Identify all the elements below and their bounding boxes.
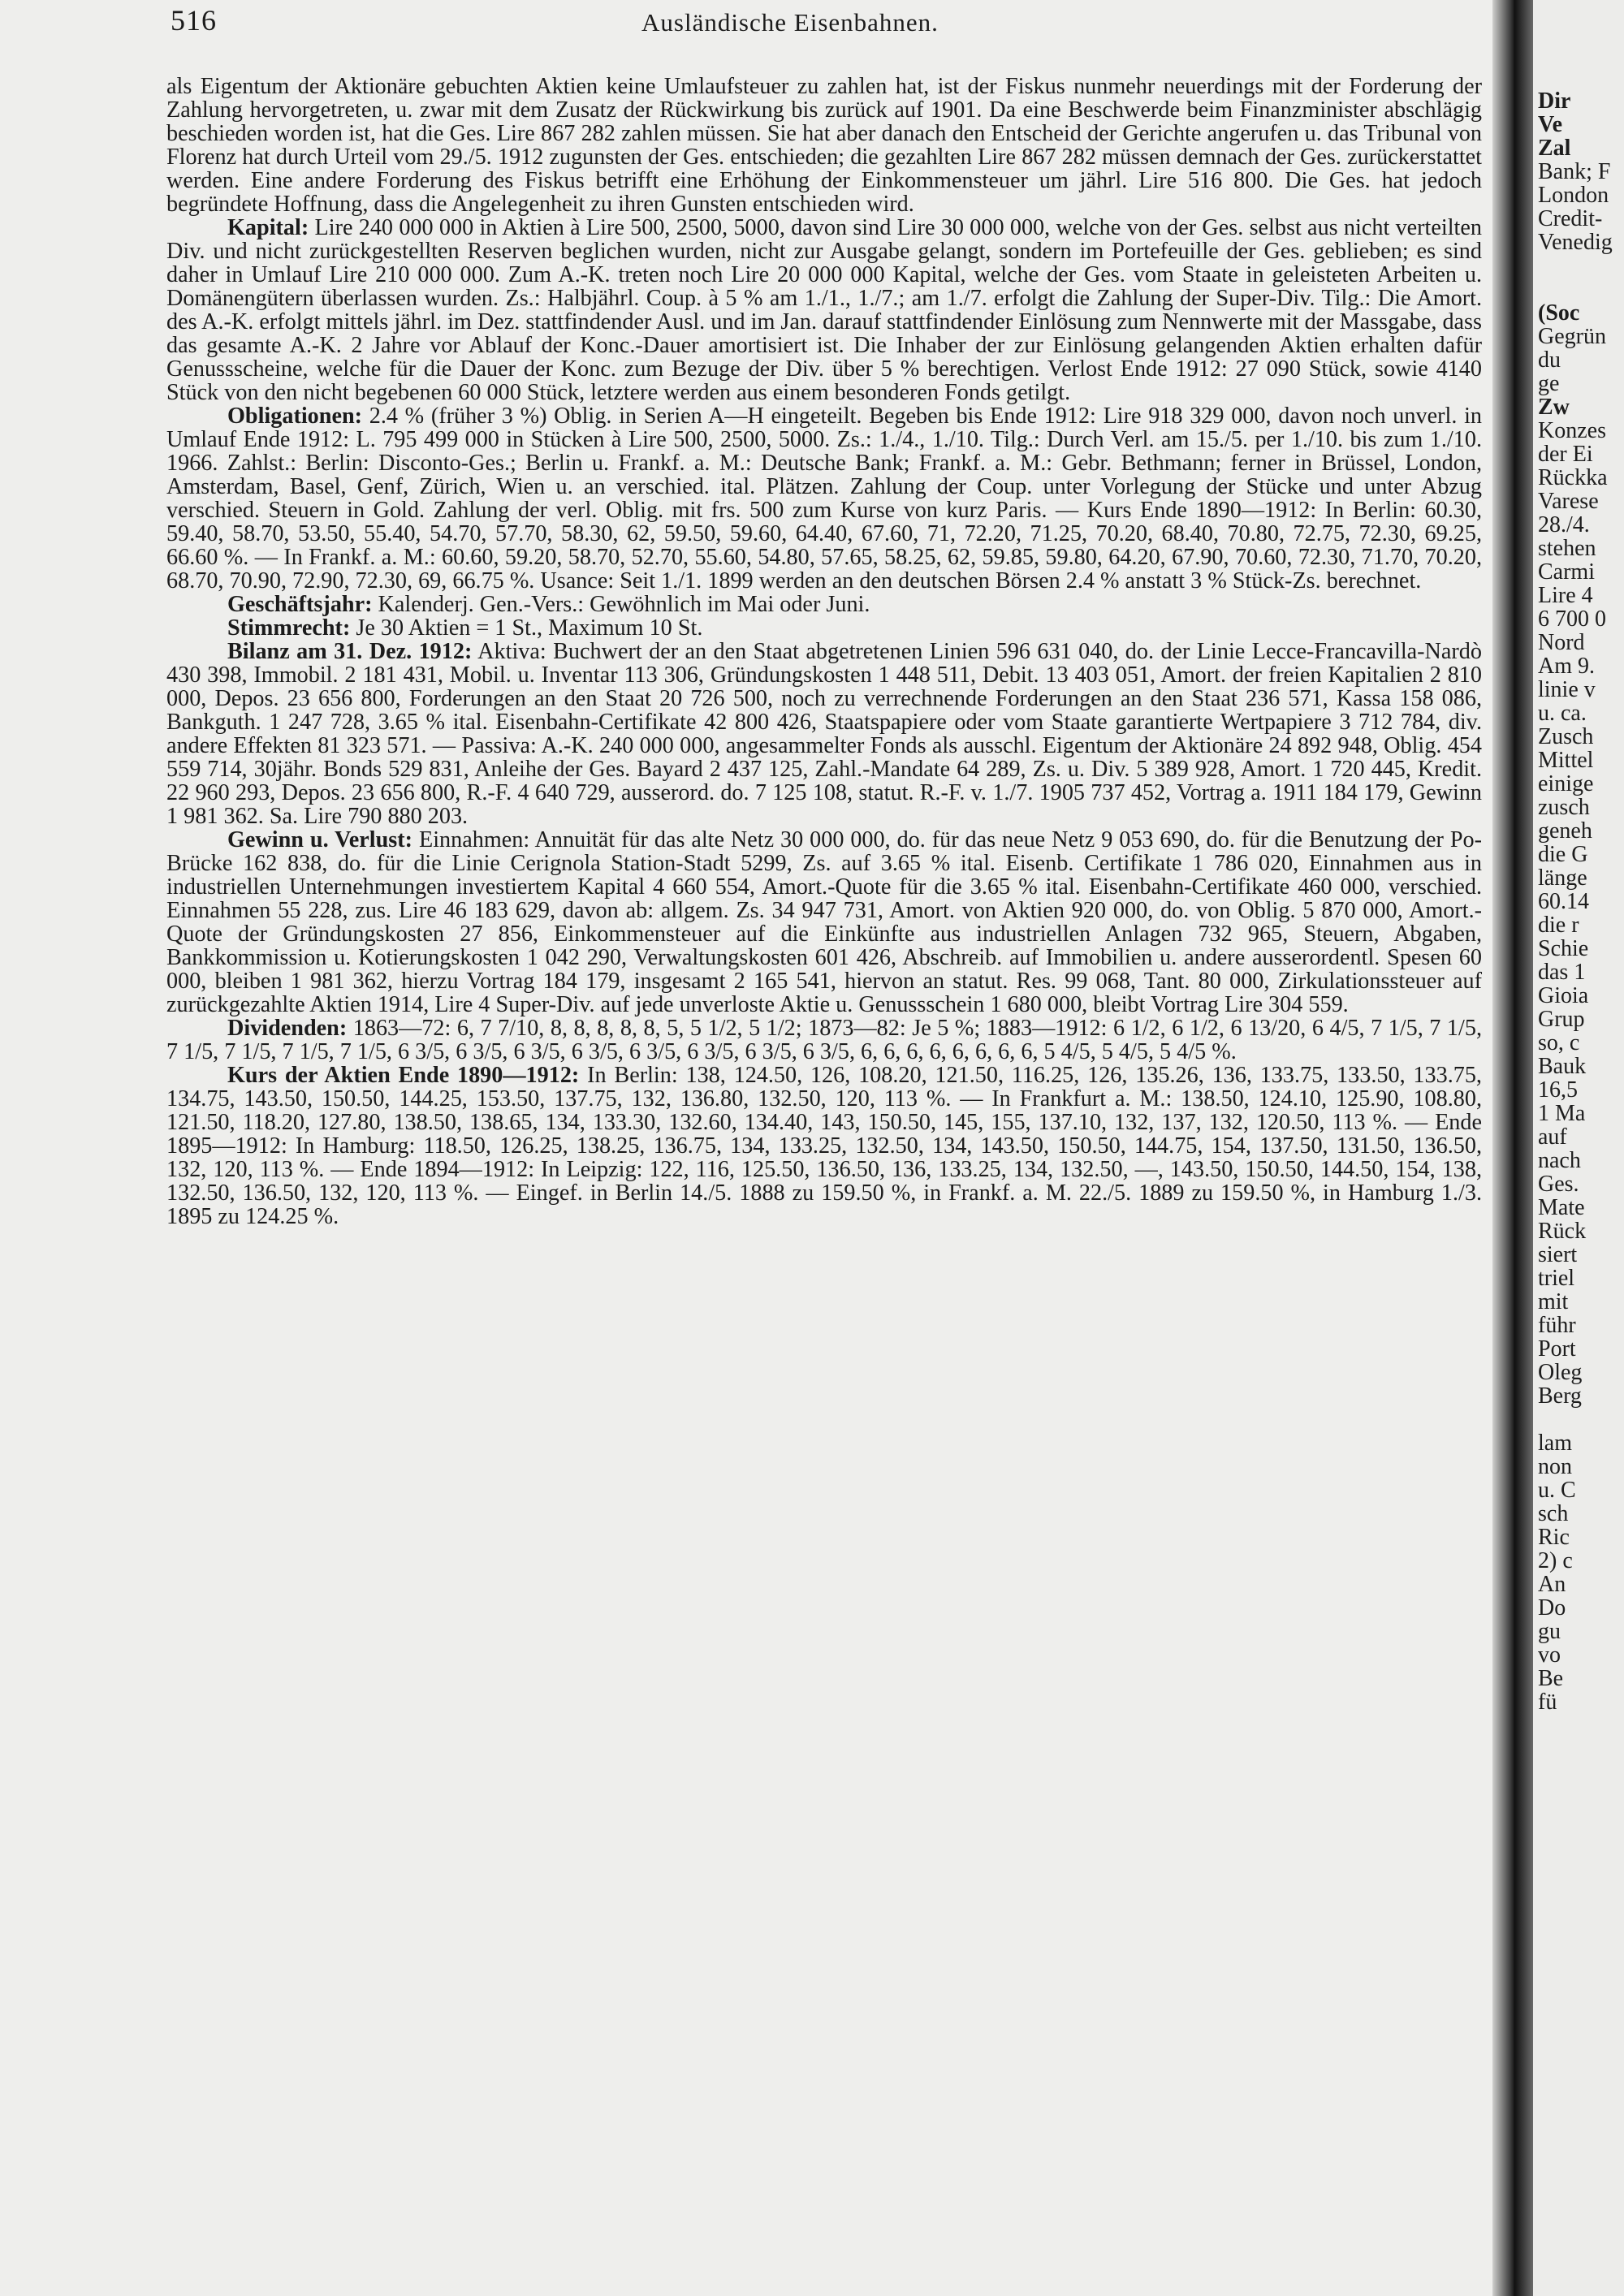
facing-page-line: auf: [1538, 1125, 1567, 1149]
facing-page-line: 6 700 0: [1538, 607, 1606, 631]
facing-page-line: Bank; F: [1538, 160, 1611, 183]
facing-page-line: Gioia: [1538, 984, 1589, 1008]
facing-page-line: [1538, 278, 1624, 301]
facing-page-line: länge: [1538, 866, 1587, 890]
facing-page-line: An: [1538, 1573, 1566, 1596]
paragraph-stimmrecht: [166, 616, 1482, 640]
facing-page-line: Mittel: [1538, 749, 1594, 772]
facing-page-line: Zusch: [1538, 725, 1594, 749]
facing-page-line: u. ca.: [1538, 701, 1587, 725]
section-heading: Obligationen:: [227, 404, 363, 429]
paragraph-text: Kalenderj. Gen.-Vers.: Gewöhnlich im Mai oder Juni.: [372, 592, 870, 617]
facing-page-line: du: [1538, 348, 1561, 372]
facing-page-line: Zal: [1538, 136, 1571, 160]
section-heading: Bilanz am 31. Dez. 1912:: [227, 639, 473, 664]
running-head: Ausländische Eisenbahnen.: [641, 8, 939, 37]
paragraph-intro: [166, 75, 1482, 216]
facing-page-line: triel: [1538, 1267, 1575, 1290]
section-heading: Dividenden:: [227, 1016, 348, 1041]
facing-page-line: Varese: [1538, 490, 1599, 513]
paragraph-text: Je 30 Aktien = 1 St., Maximum 10 St.: [350, 615, 703, 641]
facing-page-line: mit: [1538, 1290, 1569, 1314]
facing-page-line: geneh: [1538, 819, 1592, 843]
paragraph-gewinn-verlust: [166, 828, 1482, 1016]
facing-page-fragments: [1538, 89, 1624, 1714]
section-heading: Kapital:: [227, 215, 309, 240]
facing-page-line: so, c: [1538, 1031, 1580, 1055]
facing-page-line: Port: [1538, 1337, 1576, 1361]
facing-page-line: [1538, 1408, 1624, 1431]
facing-page-line: Venedig: [1538, 231, 1613, 254]
paragraph-text: In Berlin: 138, 124.50, 126, 108.20, 121.50, 116.25, 126, 135.26, 136, 133.75, 133.50, 133.75, 134.75, 143.50, 150.50, 144.25, 153.50, 137.75, 132, 136.80, 132.50, 120, 113 %. — In Frankfurt a. M.: 138.50, 124.10, 125.90, 108.80, 121.50, 118.20, 127.80, 138.50, 138.65, 134, 133.30, 132.60, 134.40, 143, 150.50, 145, 155, 137.10, 132, 137, 132, 120.50, 113 %. — Ende 1895—1912: In Hamburg: 118.50, 126.25, 138.25, 136.75, 134, 133.25, 132.50, 134, 143.50, 150.50, 144.75, 154, 137.50, 131.50, 136.50, 132, 120, 113 %. — Ende 1894—1912: In Leipzig: 122, 116, 125.50, 136.50, 136, 133.25, 134, 132.50, —, 143.50, 150.50, 144.50, 154, 138, 132.50, 136.50, 132, 120, 113 %. — Eingef. in Berlin 14./5. 1888 zu 159.50 %, in Frankf. a. M. 22./5. 1889 zu 159.50 %, in Hamburg 1./3. 1895 zu 124.25 %.: [166, 1063, 1482, 1229]
facing-page-line: Oleg: [1538, 1361, 1583, 1384]
facing-page-line: fü: [1538, 1690, 1557, 1714]
facing-page-line: 16,5: [1538, 1078, 1578, 1102]
facing-page-line: Carmi: [1538, 560, 1595, 584]
facing-page-line: Zw: [1538, 395, 1570, 419]
facing-page-line: vo: [1538, 1643, 1561, 1667]
facing-page-line: einige: [1538, 772, 1594, 796]
paragraph-text: 2.4 % (früher 3 %) Oblig. in Serien A—H eingeteilt. Begeben bis Ende 1912: Lire 918 329 000, davon noch unverl. in Umlauf Ende 1912: L. 795 499 000 in Stücken à Lire 500, 2500, 5000. Zs.: 1./4., 1./10. Tilg.: Durch Verl. am 15./5. per 1./10. bis zum 1./10. 1966. Zahlst.: Berlin: Disconto-Ges.; Berlin u. Frankf. a. M.: Deutsche Bank; Frankf. a. M.: Gebr. Bethmann; ferner in Brüssel, London, Amsterdam, Basel, Genf, Zürich, Wien u. an verschied. ital. Plätzen. Zahlung der Coup. unter Vorlegung der Stücke und unter Abzug verschied. Steuern in Gold. Zahlung der verl. Oblig. mit frs. 500 zum Kurse von kurz Paris. — Kurs Ende 1890—1912: In Berlin: 60.30, 59.40, 58.70, 53.50, 55.40, 54.70, 57.70, 58.30, 62, 59.50, 59.60, 64.40, 67.60, 71, 72.20, 71.25, 70.20, 68.40, 70.80, 72.75, 72.30, 69.25, 66.60 %. — In Frankf. a. M.: 60.60, 59.20, 58.70, 52.70, 55.60, 54.80, 57.65, 58.25, 62, 59.85, 59.80, 64.20, 67.90, 70.60, 72.30, 71.70, 70.20, 68.70, 70.90, 72.90, 72.30, 69, 66.75 %. Usance: Seit 1./1. 1899 werden an den deutschen Börsen 2.4 % anstatt 3 % Stück-Zs. berechnet.: [166, 404, 1482, 593]
paragraph-kapital: [166, 216, 1482, 404]
facing-page-line: linie v: [1538, 678, 1596, 701]
facing-page-line: Ric: [1538, 1526, 1570, 1549]
facing-page-line: gu: [1538, 1620, 1561, 1643]
facing-page-line: führ: [1538, 1314, 1576, 1337]
facing-page-line: siert: [1538, 1243, 1578, 1267]
facing-page-line: 60.14: [1538, 890, 1589, 913]
facing-page-line: non: [1538, 1455, 1572, 1478]
facing-page-line: nach: [1538, 1149, 1581, 1172]
paragraph-text: als Eigentum der Aktionäre gebuchten Aktien keine Umlaufsteuer zu zahlen hat, ist der Fiskus nunmehr neuerdings mit der Forderung der Zahlung hervorgetreten, u. zwar mit dem Zusatz der Rückwirkung bis zurück auf 1901. Da eine Beschwerde beim Finanzminister abschlägig beschieden worden ist, hat die Ges. Lire 867 282 zahlen müssen. Sie hat aber danach den Entscheid der Gerichte angerufen u. das Tribunal von Florenz hat durch Urteil vom 29./5. 1912 zugunsten der Ges. entschieden; die gezahlten Lire 867 282 müssen demnach der Ges. zurückerstattet werden. Eine andere Forderung des Fiskus betrifft eine Erhöhung der Einkommensteuer um jährl. Lire 516 800. Die Ges. hat jedoch begründete Hoffnung, dass die Angelegenheit zu ihren Gunsten entschieden wird.: [166, 74, 1482, 217]
facing-page-edge: [1533, 0, 1624, 2296]
body-text: [166, 75, 1482, 1228]
facing-page-line: u. C: [1538, 1478, 1576, 1502]
paragraph-text: Lire 240 000 000 in Aktien à Lire 500, 2500, 5000, davon sind Lire 30 000 000, welche von der Ges. selbst aus nicht verteilten Div. und nicht zurückgestellten Reserven beglichen wurden, nicht zur Ausgabe gelangt, sondern im Portefeuille der Ges. geblieben; es sind daher in Umlauf Lire 210 000 000. Zum A.-K. treten noch Lire 20 000 000 Kapital, welche der Ges. vom Staate in geleisteten Arbeiten u. Domänengütern überlassen wurden. Zs.: Halbjährl. Coup. à 5 % am 1./1., 1./7.; am 1./7. erfolgt die Zahlung der Super-Div. Tilg.: Die Amort. des A.-K. erfolgt mittels jährl. im Dez. stattfindender Ausl. und im Jan. darauf stattfindender Einlösung zum Nennwerte mit der Massgabe, dass das gesamte A.-K. 2 Jahre vor Ablauf der Konc.-Dauer amortisiert ist. Die Inhaber der zur Einlösung gelangenden Aktien erhalten dafür Genussscheine, welche für die Dauer der Konc. zum Bezuge der Div. über 5 % berechtigen. Verlost Ende 1912: 27 090 Stück, sowie 4140 Stück von den nicht begebenen 60 000 Stück, letztere werden aus einem besonderen Fonds getilgt.: [166, 215, 1482, 405]
facing-page-line: Konzes: [1538, 419, 1606, 442]
facing-page-line: sch: [1538, 1502, 1569, 1526]
facing-page-line: 2) c: [1538, 1549, 1573, 1573]
facing-page-line: 28./4.: [1538, 513, 1590, 537]
facing-page-line: die G: [1538, 843, 1588, 866]
facing-page-line: (Soc: [1538, 301, 1580, 325]
facing-page-line: Be: [1538, 1667, 1564, 1690]
facing-page-line: die r: [1538, 913, 1579, 937]
facing-page-line: das 1: [1538, 960, 1586, 984]
facing-page-line: Credit-: [1538, 207, 1603, 231]
facing-page-line: Rückka: [1538, 466, 1608, 490]
book-gutter: [1492, 0, 1533, 2296]
paragraph-obligationen: [166, 404, 1482, 593]
facing-page-line: Nord: [1538, 631, 1585, 654]
facing-page-line: zusch: [1538, 796, 1590, 819]
paragraph-bilanz: [166, 640, 1482, 828]
facing-page-line: Berg: [1538, 1384, 1582, 1408]
paragraph-dividenden: [166, 1016, 1482, 1064]
facing-page-line: Mate: [1538, 1196, 1585, 1219]
paragraph-text: 1863—72: 6, 7 7/10, 8, 8, 8, 8, 8, 5, 5 1/2, 5 1/2; 1873—82: Je 5 %; 1883—1912: 6 1/2, 6 1/2, 6 13/20, 6 4/5, 7 1/5, 7 1/5, 7 1/5, 7 1/5, 7 1/5, 7 1/5, 6 3/5, 6 3/5, 6 3/5, 6 3/5, 6 3/5, 6 3/5, 6 3/5, 6 3/5, 6, 6, 6, 6, 6, 6, 6, 6, 5 4/5, 5 4/5, 5 4/5 %.: [166, 1016, 1482, 1064]
facing-page-line: 1 Ma: [1538, 1102, 1586, 1125]
facing-page-line: Ve: [1538, 113, 1563, 136]
paragraph-text: Einnahmen: Annuität für das alte Netz 30 000 000, do. für das neue Netz 9 053 690, do. für die Benutzung der Po-Brücke 162 838, do. für die Linie Cerignola Station-Stadt 5299, Zs. auf 3.65 % ital. Eisenb. Certifikate 1 786 020, Einnahmen aus in industriellen Unternehmungen investiertem Kapital 4 660 554, Amort.-Quote für die 3.65 % ital. Eisenbahn-Certifikate 460 000, verschied. Einnahmen 55 228, zus. Lire 46 183 629, davon ab: allgem. Zs. 34 947 731, Amort. von Aktien 920 000, do. von Oblig. 5 870 000, Amort.-Quote der Gründungskosten 27 856, Einkommensteuer auf die Einkünfte aus industriellen Anlagen 732 965, Steuern, Abgaben, Bankkommission u. Kotierungskosten 1 042 290, Verwaltungskosten 601 426, Abschreib. auf Immobilien u. andere ausserordentl. Spesen 60 000, bleiben 1 981 362, hierzu Vortrag 184 179, insgesamt 2 165 541, hiervon an statut. Res. 99 068, Tant. 80 000, Zirkulationssteuer auf zurückgezahlte Aktien 1914, Lire 4 Super-Div. auf jede unverloste Aktie u. Genussschein 1 680 000, bleibt Vortrag Lire 304 559.: [166, 827, 1483, 1017]
facing-page-line: ge: [1538, 372, 1560, 395]
facing-page-line: Ges.: [1538, 1172, 1579, 1196]
page-number: 516: [171, 4, 217, 37]
facing-page-line: stehen: [1538, 537, 1596, 560]
facing-page-line: Lire 4: [1538, 584, 1593, 607]
facing-page-line: Am 9.: [1538, 654, 1595, 678]
section-heading: Stimmrecht:: [227, 615, 351, 641]
facing-page-line: Do: [1538, 1596, 1566, 1620]
facing-page-line: London: [1538, 183, 1609, 207]
paragraph-text: Aktiva: Buchwert der an den Staat abgetretenen Linien 596 631 040, do. der Linie Lecce-Francavilla-Nardò 430 398, Immobil. 2 181 431, Mobil. u. Inventar 113 306, Gründungskosten 1 448 511, Debit. 13 403 051, Amort. der freien Kapitalien 2 810 000, Depos. 23 656 800, Forderungen an den Staat 20 726 500, noch zu verrechnende Forderungen an den Staat 236 571, Kassa 158 086, Bankguth. 1 247 728, 3.65 % ital. Eisenbahn-Certifikate 42 800 426, Staatspapiere oder vom Staate garantierte Wertpapiere 3 712 784, div. andere Effekten 81 323 571. — Passiva: A.-K. 240 000 000, angesammelter Fonds als ausschl. Eigentum der Aktionäre 24 892 948, Oblig. 454 559 714, 30jähr. Bonds 529 831, Anleihe der Ges. Bayard 2 437 125, Zahl.-Mandate 64 289, Zs. u. Div. 5 389 928, Amort. 1 720 445, Kredit. 22 960 293, Depos. 23 656 800, R.-F. 4 640 729, ausserord. do. 7 125 108, statut. R.-F. v. 1./7. 1905 737 452, Vortrag a. 1911 184 179, Gewinn 1 981 362. Sa. Lire 790 880 203.: [166, 639, 1482, 829]
section-heading: Geschäftsjahr:: [227, 592, 373, 617]
page-header: [171, 3, 1486, 36]
facing-page-line: Rück: [1538, 1219, 1587, 1243]
facing-page-line: Grup: [1538, 1008, 1585, 1031]
facing-page-line: Dir: [1538, 89, 1571, 113]
paragraph-kurs-aktien: [166, 1064, 1482, 1228]
paragraph-geschaeftsjahr: [166, 593, 1482, 616]
facing-page-line: Schie: [1538, 937, 1589, 960]
facing-page-line: lam: [1538, 1431, 1572, 1455]
facing-page-line: der Ei: [1538, 442, 1593, 466]
section-heading: Kurs der Aktien Ende 1890—1912:: [227, 1063, 580, 1088]
facing-page-line: Gegrün: [1538, 325, 1606, 348]
facing-page-line: Bauk: [1538, 1055, 1587, 1078]
facing-page-line: [1538, 254, 1624, 278]
section-heading: Gewinn u. Verlust:: [227, 827, 413, 852]
